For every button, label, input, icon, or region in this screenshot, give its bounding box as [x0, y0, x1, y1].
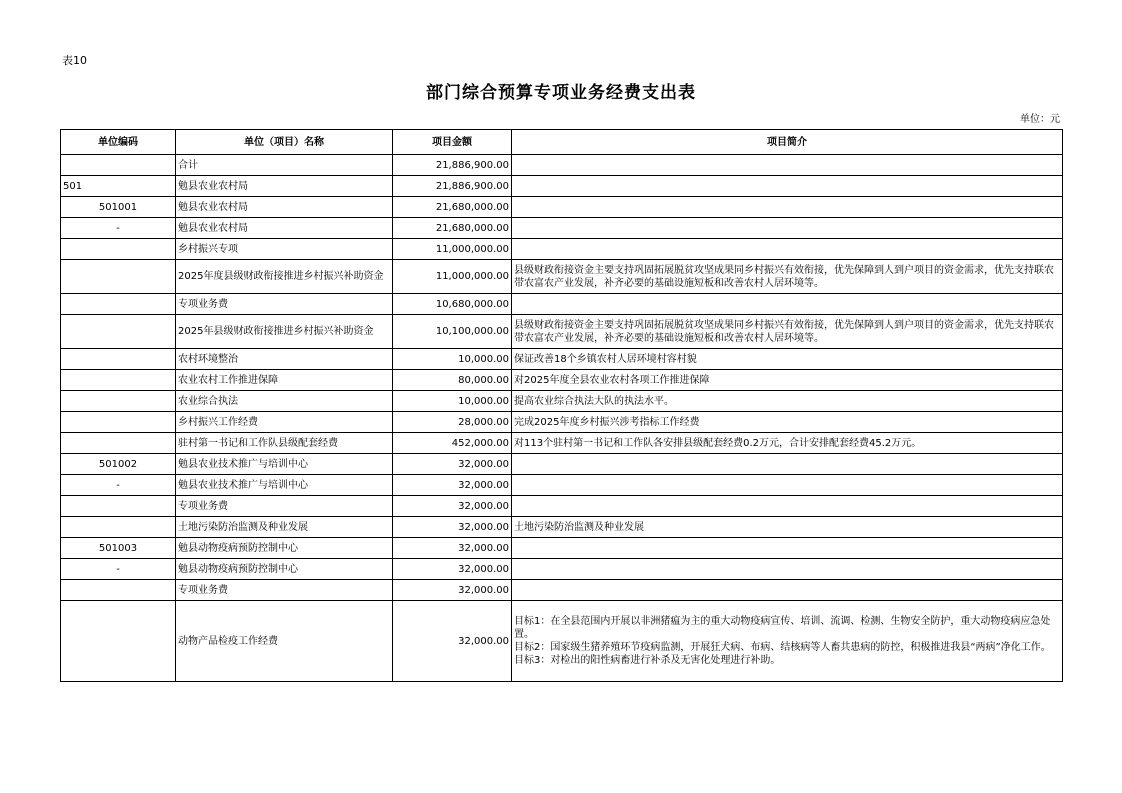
table-row: [61, 496, 1063, 517]
unit-code-cell: [61, 155, 176, 176]
column-header-name: 单位（项目）名称: [176, 130, 393, 155]
description-cell: [512, 475, 1063, 496]
table-row: [61, 176, 1063, 197]
unit-code-cell: -: [61, 218, 176, 239]
column-header-amount: 项目金额: [393, 130, 512, 155]
description-cell: [512, 580, 1063, 601]
table-row: [61, 218, 1063, 239]
description-cell: 土地污染防治监测及种业发展: [512, 517, 1063, 538]
description-line: 目标1：在全县范围内开展以非洲猪瘟为主的重大动物疫病宣传、培训、流调、检测、生物安全防护，重大动物疫病应急处置。: [514, 616, 1051, 640]
table-body: [61, 155, 1063, 682]
unit-name-cell: 专项业务费: [176, 496, 393, 517]
table-row: [61, 412, 1063, 433]
unit-label: 单位：元: [1020, 114, 1060, 125]
unit-code-cell: [61, 370, 176, 391]
unit-code-cell: [61, 580, 176, 601]
column-header-description: 项目简介: [512, 130, 1063, 155]
table-row: [61, 454, 1063, 475]
amount-cell: 32,000.00: [393, 559, 512, 580]
unit-name-cell: 驻村第一书记和工作队县级配套经费: [176, 433, 393, 454]
unit-name-cell: 专项业务费: [176, 294, 393, 315]
description-cell: 保证改善18个乡镇农村人居环境村容村貌: [512, 349, 1063, 370]
description-cell: [512, 197, 1063, 218]
description-cell: [512, 176, 1063, 197]
unit-name-cell: 农业综合执法: [176, 391, 393, 412]
amount-cell: 11,000,000.00: [393, 239, 512, 260]
unit-name-cell: 动物产品检疫工作经费: [176, 601, 393, 682]
unit-code-cell: [61, 496, 176, 517]
unit-code-cell: [61, 391, 176, 412]
table-row: [61, 559, 1063, 580]
table-row: [61, 370, 1063, 391]
unit-code-cell: -: [61, 475, 176, 496]
unit-code-cell: [61, 315, 176, 349]
unit-name-cell: 乡村振兴工作经费: [176, 412, 393, 433]
unit-name-cell: 合计: [176, 155, 393, 176]
description-cell: 县级财政衔接资金主要支持巩固拓展脱贫攻坚成果同乡村振兴有效衔接，优先保障到人到户项目的资金需求，优先支持联农带农富农产业发展，补齐必要的基础设施短板和改善农村人居环境等。: [512, 260, 1063, 294]
description-cell: [512, 155, 1063, 176]
unit-code-cell: [61, 412, 176, 433]
page-title: 部门综合预算专项业务经费支出表: [426, 83, 696, 103]
amount-cell: 11,000,000.00: [393, 260, 512, 294]
unit-name-cell: 勉县农业技术推广与培训中心: [176, 475, 393, 496]
table-row: [61, 475, 1063, 496]
budget-table: [60, 129, 1063, 682]
amount-cell: 80,000.00: [393, 370, 512, 391]
table-row: [61, 294, 1063, 315]
table-row: [61, 538, 1063, 559]
table-row: [61, 517, 1063, 538]
amount-cell: 32,000.00: [393, 601, 512, 682]
table-row: [61, 601, 1063, 682]
amount-cell: 10,680,000.00: [393, 294, 512, 315]
unit-code-cell: 501003: [61, 538, 176, 559]
table-row: [61, 260, 1063, 294]
amount-cell: 32,000.00: [393, 454, 512, 475]
unit-name-cell: 乡村振兴专项: [176, 239, 393, 260]
description-cell: [512, 538, 1063, 559]
amount-cell: 452,000.00: [393, 433, 512, 454]
amount-cell: 32,000.00: [393, 580, 512, 601]
unit-code-cell: [61, 517, 176, 538]
table-row: [61, 315, 1063, 349]
unit-code-cell: [61, 433, 176, 454]
unit-name-cell: 勉县农业技术推广与培训中心: [176, 454, 393, 475]
table-row: [61, 391, 1063, 412]
table-row: [61, 239, 1063, 260]
unit-code-cell: [61, 239, 176, 260]
amount-cell: 21,680,000.00: [393, 197, 512, 218]
description-line: 目标2：国家级生猪养殖环节疫病监测，开展狂犬病、布病、结核病等人畜共患病的防控，积极推进我县“两病”净化工作。: [514, 642, 1051, 653]
unit-name-cell: 土地污染防治监测及种业发展: [176, 517, 393, 538]
unit-name-cell: 农村环境整治: [176, 349, 393, 370]
description-cell: [512, 239, 1063, 260]
unit-name-cell: 专项业务费: [176, 580, 393, 601]
table-header-row: [61, 130, 1063, 155]
unit-name-cell: 勉县动物疫病预防控制中心: [176, 559, 393, 580]
description-cell: [512, 294, 1063, 315]
unit-name-cell: 勉县农业农村局: [176, 176, 393, 197]
description-cell: 对2025年度全县农业农村各项工作推进保障: [512, 370, 1063, 391]
table-row: [61, 349, 1063, 370]
description-cell: 提高农业综合执法大队的执法水平。: [512, 391, 1063, 412]
amount-cell: 21,680,000.00: [393, 218, 512, 239]
amount-cell: 21,886,900.00: [393, 176, 512, 197]
description-cell: 县级财政衔接资金主要支持巩固拓展脱贫攻坚成果同乡村振兴有效衔接，优先保障到人到户项目的资金需求，优先支持联农带农富农产业发展，补齐必要的基础设施短板和改善农村人居环境等。: [512, 315, 1063, 349]
table-number: 表10: [62, 54, 87, 67]
amount-cell: 32,000.00: [393, 475, 512, 496]
description-cell: 完成2025年度乡村振兴涉考指标工作经费: [512, 412, 1063, 433]
amount-cell: 32,000.00: [393, 496, 512, 517]
amount-cell: 28,000.00: [393, 412, 512, 433]
description-cell: [512, 218, 1063, 239]
unit-name-cell: 勉县农业农村局: [176, 197, 393, 218]
unit-code-cell: -: [61, 559, 176, 580]
amount-cell: 32,000.00: [393, 538, 512, 559]
unit-code-cell: 501002: [61, 454, 176, 475]
amount-cell: 10,000.00: [393, 349, 512, 370]
unit-name-cell: 勉县动物疫病预防控制中心: [176, 538, 393, 559]
unit-code-cell: 501: [61, 176, 176, 197]
description-line: 目标3：对检出的阳性病畜进行补杀及无害化处理进行补助。: [514, 655, 781, 666]
unit-code-cell: [61, 601, 176, 682]
unit-code-cell: [61, 294, 176, 315]
description-cell: 对113个驻村第一书记和工作队各安排县级配套经费0.2万元，合计安排配套经费45.2万元。: [512, 433, 1063, 454]
table-row: [61, 197, 1063, 218]
amount-cell: 10,100,000.00: [393, 315, 512, 349]
unit-name-cell: 2025年县级财政衔接推进乡村振兴补助资金: [176, 315, 393, 349]
amount-cell: 32,000.00: [393, 517, 512, 538]
unit-code-cell: [61, 349, 176, 370]
description-cell: [512, 454, 1063, 475]
column-header-code: 单位编码: [61, 130, 176, 155]
description-cell: [512, 559, 1063, 580]
description-cell: [512, 496, 1063, 517]
unit-name-cell: 2025年度县级财政衔接推进乡村振兴补助资金: [176, 260, 393, 294]
table-row: [61, 433, 1063, 454]
amount-cell: 21,886,900.00: [393, 155, 512, 176]
unit-name-cell: 农业农村工作推进保障: [176, 370, 393, 391]
amount-cell: 10,000.00: [393, 391, 512, 412]
unit-name-cell: 勉县农业农村局: [176, 218, 393, 239]
unit-code-cell: [61, 260, 176, 294]
description-cell: [512, 601, 1063, 682]
table-row: [61, 580, 1063, 601]
unit-code-cell: 501001: [61, 197, 176, 218]
table-row: [61, 155, 1063, 176]
